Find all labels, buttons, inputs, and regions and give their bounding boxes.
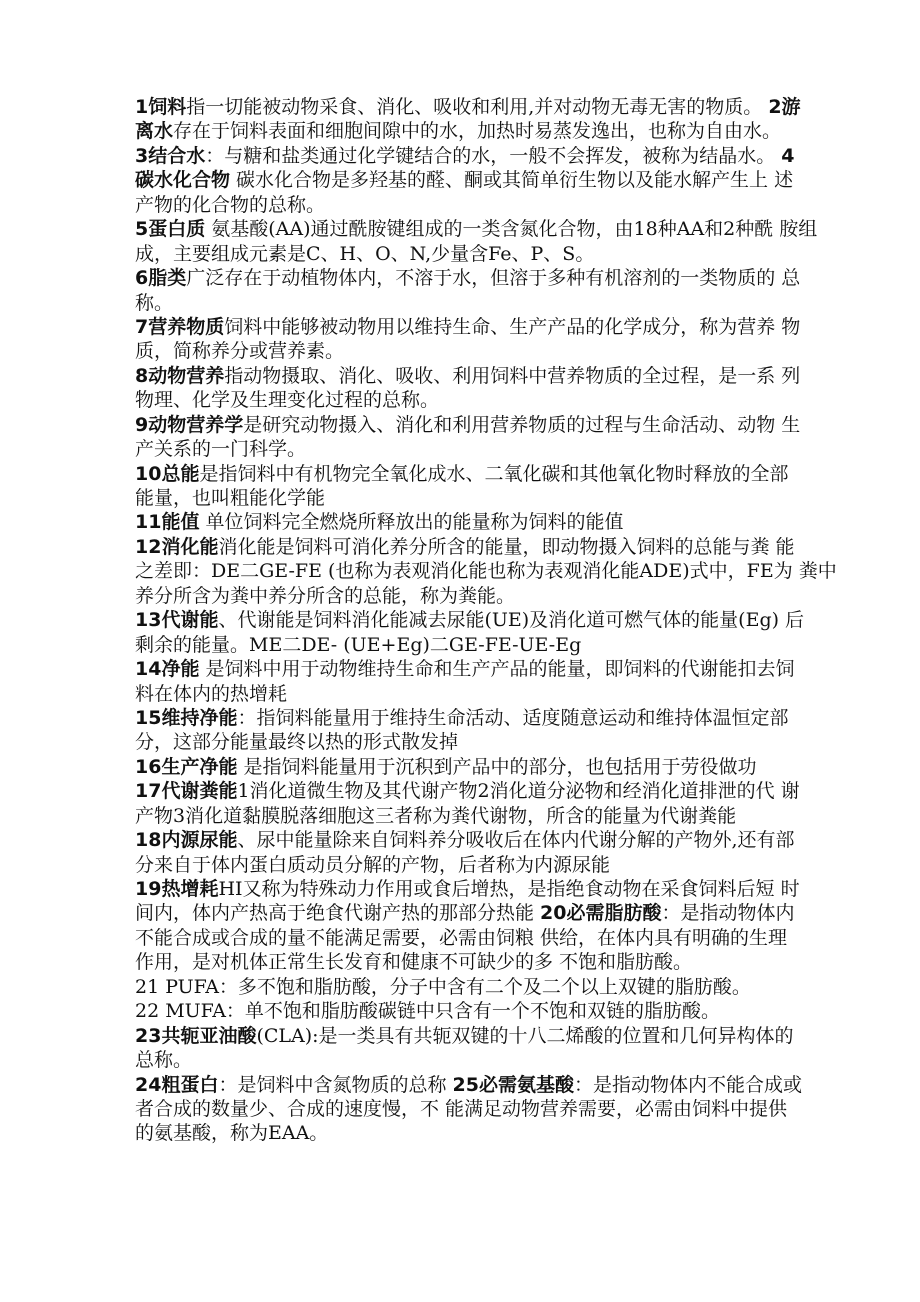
- definition-text: 是研究动物摄入、消化和利用营养物质的过程与生命活动、动物 生: [243, 413, 801, 436]
- text-line: [135, 730, 795, 754]
- term-heading: 9动物营养学: [135, 413, 244, 436]
- term-heading: 1饲料: [135, 96, 187, 118]
- term-heading: 离水: [135, 120, 174, 143]
- definition-text: 指动物摄取、消化、吸收、利用饲料中营养物质的全过程，是一系 列: [224, 364, 801, 387]
- definition-text: 指一切能被动物采食、消化、吸收和利用,并对动物无毒无害的物质。: [186, 96, 769, 118]
- definition-text: 成，主要组成元素是C、H、O、N,少量含Fe、P、S。: [135, 242, 595, 265]
- definition-text: 产关系的一门科学。: [135, 438, 307, 461]
- definition-text: 者合成的数量少、合成的速度慢，不 能满足动物营养需要，必需由饲料中提供: [135, 1097, 788, 1120]
- term-heading: 10总能: [135, 462, 200, 485]
- definition-text: 料在体内的热增耗: [135, 682, 288, 705]
- text-line: [135, 657, 795, 681]
- text-line: [135, 975, 795, 999]
- document-body: [135, 95, 837, 1146]
- text-line: [135, 119, 795, 143]
- text-line: [135, 510, 795, 534]
- text-line: [135, 1097, 795, 1121]
- term-heading: 碳水化合物: [135, 169, 231, 192]
- text-line: [135, 535, 795, 559]
- text-line: [135, 291, 795, 315]
- definition-text: ：指饲料能量用于维持生命活动、适度随意运动和维持体温恒定部: [237, 706, 789, 729]
- definition-text: 之差即：DE二GE-FE (也称为表观消化能也称为表观消化能ADE)式中，FE为 粪中: [135, 560, 837, 583]
- text-line: [135, 266, 801, 290]
- definition-text: 剩余的能量。ME二DE- (UE+Eg)二GE-FE-UE-Eg: [135, 633, 582, 656]
- definition-text: 产物3消化道黏膜脱落细胞这三者称为粪代谢物，所含的能量为代谢粪能: [135, 804, 737, 827]
- text-line: [135, 682, 795, 706]
- definition-text: 消化能是饲料可消化养分所含的能量，即动物摄入饲料的总能与粪 能: [218, 535, 795, 558]
- text-line: [135, 559, 837, 583]
- term-heading: 11能值: [135, 511, 200, 534]
- definition-text: 能量，也叫粗能化学能: [135, 487, 326, 509]
- definition-text: 、尿中能量除来自饲料养分吸收后在体内代谢分解的产物外,还有部: [237, 829, 795, 852]
- term-heading: 18内源尿能: [135, 829, 238, 852]
- text-line: [135, 706, 795, 730]
- text-line: [135, 217, 818, 241]
- text-line: [135, 364, 801, 388]
- text-line: [135, 1024, 795, 1048]
- text-line: [135, 1073, 802, 1097]
- text-line: [135, 608, 805, 632]
- definition-text: ：是指动物体内不能合成或: [573, 1073, 802, 1096]
- definition-text: 称。: [135, 291, 174, 314]
- term-heading: 7营养物质: [135, 315, 225, 338]
- text-line: [135, 1048, 795, 1072]
- text-line: [135, 413, 801, 437]
- text-line: [135, 633, 795, 657]
- definition-text: 广泛存在于动植物体内，不溶于水，但溶于多种有机溶剂的一类物质的 总: [186, 267, 801, 290]
- definition-text: 分，这部分能量最终以热的形式散发掉: [135, 731, 459, 754]
- term-heading: 14净能: [135, 658, 200, 681]
- text-line: [135, 315, 801, 339]
- text-line: [135, 999, 795, 1023]
- text-line: [135, 242, 795, 266]
- definition-text: 是饲料中用于动物维持生命和生产产品的能量，即饲料的代谢能扣去饲: [199, 658, 795, 681]
- text-line: [135, 1121, 795, 1145]
- definition-text: 的氨基酸，称为EAA。: [135, 1122, 329, 1145]
- definition-text: 饲料中能够被动物用以维持生命、生产产品的化学成分，称为营养 物: [224, 315, 801, 338]
- term-heading: 3结合水: [135, 144, 206, 167]
- text-line: [135, 901, 795, 925]
- definition-text: 作用，是对机体正常生长发育和健康不可缺少的多 不饱和脂肪酸。: [135, 951, 693, 974]
- definition-text: 质，简称养分或营养素。: [135, 340, 345, 363]
- text-line: [135, 584, 795, 608]
- definition-text: 不能合成或合成的量不能满足需要，必需由饲粮 供给，在体内具有明确的生理: [135, 926, 788, 949]
- definition-text: 间内，体内产热高于绝食代谢产热的那部分热能: [135, 902, 541, 925]
- definition-text: 碳水化合物是多羟基的醛、酮或其简单衍生物以及能水解产生上 述: [230, 169, 794, 192]
- text-line: [135, 168, 795, 192]
- term-heading: 4: [781, 144, 795, 167]
- text-line: [135, 828, 795, 852]
- text-line: [135, 877, 800, 901]
- text-line: [135, 462, 795, 486]
- text-line: [135, 144, 795, 168]
- definition-text: (CLA):是一类具有共轭双键的十八二烯酸的位置和几何异构体的: [256, 1024, 794, 1047]
- definition-text: 氨基酸(AA)通过酰胺键组成的一类含氮化合物，由18种AA和2种酰 胺组: [205, 218, 818, 241]
- term-heading: 13代谢能: [135, 609, 219, 632]
- text-line: [135, 388, 795, 412]
- term-heading: 5蛋白质: [135, 218, 206, 241]
- term-heading: 24粗蛋白: [135, 1073, 219, 1096]
- text-line: [135, 804, 795, 828]
- definition-text: 22 MUFA：单不饱和脂肪酸碳链中只含有一个不饱和双链的脂肪酸。: [135, 1000, 720, 1023]
- term-heading: 2游: [768, 96, 801, 118]
- definition-text: 单位饲料完全燃烧所释放出的能量称为饲料的能值: [199, 511, 624, 534]
- term-heading: 12消化能: [135, 535, 219, 558]
- term-heading: 6脂类: [135, 267, 187, 290]
- definition-text: 是指饲料能量用于沉积到产品中的部分，也包括用于劳役做功: [237, 755, 757, 778]
- definition-text: 总称。: [135, 1049, 193, 1072]
- text-line: [135, 779, 800, 803]
- definition-text: ：是饲料中含氮物质的总称: [218, 1073, 453, 1096]
- definition-text: 养分所含为粪中养分所含的总能，称为粪能。: [135, 584, 516, 607]
- text-line: [135, 437, 795, 461]
- term-heading: 8动物营养: [135, 364, 225, 387]
- definition-text: 存在于饲料表面和细胞间隙中的水，加热时易蒸发逸出，也称为自由水。: [173, 120, 782, 143]
- definition-text: 21 PUFA：多不饱和脂肪酸，分子中含有二个及二个以上双键的脂肪酸。: [135, 975, 751, 998]
- term-heading: 20必需脂肪酸: [540, 902, 662, 925]
- definition-text: ：是指动物体内: [661, 902, 795, 925]
- term-heading: 17代谢粪能: [135, 780, 238, 803]
- definition-text: 是指饲料中有机物完全氧化成水、二氧化碳和其他氧化物时释放的全部: [199, 462, 789, 485]
- text-line: [135, 853, 795, 877]
- text-line: [135, 95, 801, 119]
- term-heading: 19热增耗: [135, 878, 219, 900]
- text-line: [135, 755, 795, 779]
- definition-text: 1消化道微生物及其代谢产物2消化道分泌物和经消化道排泄的代 谢: [237, 780, 800, 803]
- term-heading: 16生产净能: [135, 755, 238, 778]
- term-heading: 25必需氨基酸: [452, 1073, 574, 1096]
- definition-text: 产物的化合物的总称。: [135, 193, 326, 216]
- text-line: [135, 339, 795, 363]
- text-line: [135, 950, 795, 974]
- term-heading: 15维持净能: [135, 706, 238, 729]
- text-line: [135, 486, 795, 510]
- definition-text: ：与糖和盐类通过化学键结合的水，一般不会挥发，被称为结晶水。: [205, 144, 782, 167]
- definition-text: 、代谢能是饲料消化能减去尿能(UE)及消化道可燃气体的能量(Eg) 后: [218, 609, 805, 632]
- term-heading: 23共轭亚油酸: [135, 1024, 257, 1047]
- text-line: [135, 926, 795, 950]
- definition-text: 物理、化学及生理变化过程的总称。: [135, 389, 440, 412]
- definition-text: 分来自于体内蛋白质动员分解的产物，后者称为内源尿能: [135, 853, 611, 876]
- definition-text: HI又称为特殊动力作用或食后增热，是指绝食动物在采食饲料后短 时: [218, 878, 800, 900]
- text-line: [135, 193, 795, 217]
